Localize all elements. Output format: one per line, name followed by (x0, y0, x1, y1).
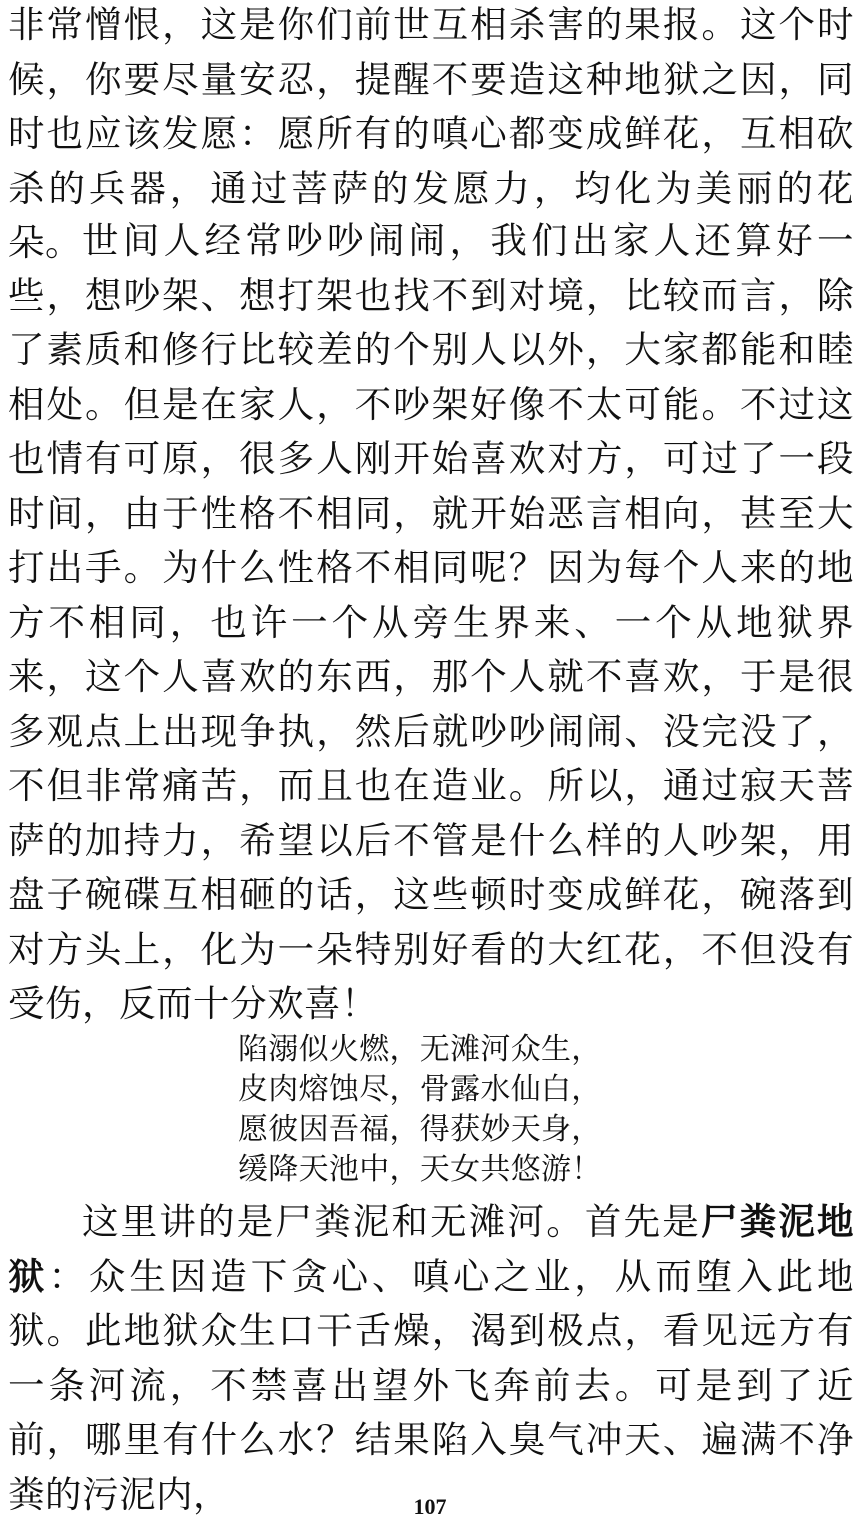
verse-line: 陷溺似火燃，无滩河众生， (238, 1032, 602, 1067)
paragraph-vow: 非常憎恨，这是你们前世互相杀害的果报。这个时候，你要尽量安忍，提醒不要造这种地狱之因，同时也应该发愿：愿所有的嗔心都变成鲜花，互相砍杀的兵器，通过菩萨的发愿力，均化为美丽的花朵。 (8, 3, 854, 264)
paragraph-corpse-mire-hell (8, 1195, 854, 1522)
verse-line: 愿彼因吾福，得获妙天身， (238, 1112, 602, 1147)
bold-term-corpse-mire-hell: 尸粪泥地狱 (8, 1200, 855, 1298)
page-number: 107 (413, 1494, 447, 1519)
verse-line: 缓降天池中，天女共悠游！ (238, 1152, 602, 1187)
verse-block (238, 1030, 658, 1190)
verse-line: 皮肉熔蚀尽，骨露水仙白， (238, 1072, 602, 1107)
paragraph-quarrels: 世间人经常吵吵闹闹，我们出家人还算好一些，想吵架、想打架也找不到对境，比较而言，除了素质和修行比较差的个别人以外，大家都能和睦相处。但是在家人，不吵架好像不太可能。不过这也情有可原，很多人刚开始喜欢对方，可过了一段时间，由于性格不相同，就开始恶言相向，甚至大打出手。为什么性格不相同呢？因为每个人来的地方不相同，也许一个从旁生界来、一个从地狱界来，这个人喜欢的东西，那个人就不喜欢，于是很多观点上出现争执，然后就吵吵闹闹、没完没了，不但非常痛苦，而且也在造业。所以，通过寂天菩萨的加持力，希望以后不管是什么样的人吵架，用盘子碗碟互相砸的话，这些顿时变成鲜花，碗落到对方头上，化为一朵特别好看的大红花，不但没有受伤，反而十分欢喜！ (8, 219, 854, 1025)
paragraph-text: 这里讲的是尸粪泥和无滩河。首先是 (82, 1200, 701, 1243)
paragraph-text: ：众生因造下贪心、嗔心之业，从而堕入此地狱。此地狱众生口干舌燥，渴到极点，看见远方有一条河流，不禁喜出望外飞奔前去。可是到了近前，哪里有什么水？结果陷入臭气冲天、遍满不净粪的污泥内， (8, 1254, 855, 1516)
